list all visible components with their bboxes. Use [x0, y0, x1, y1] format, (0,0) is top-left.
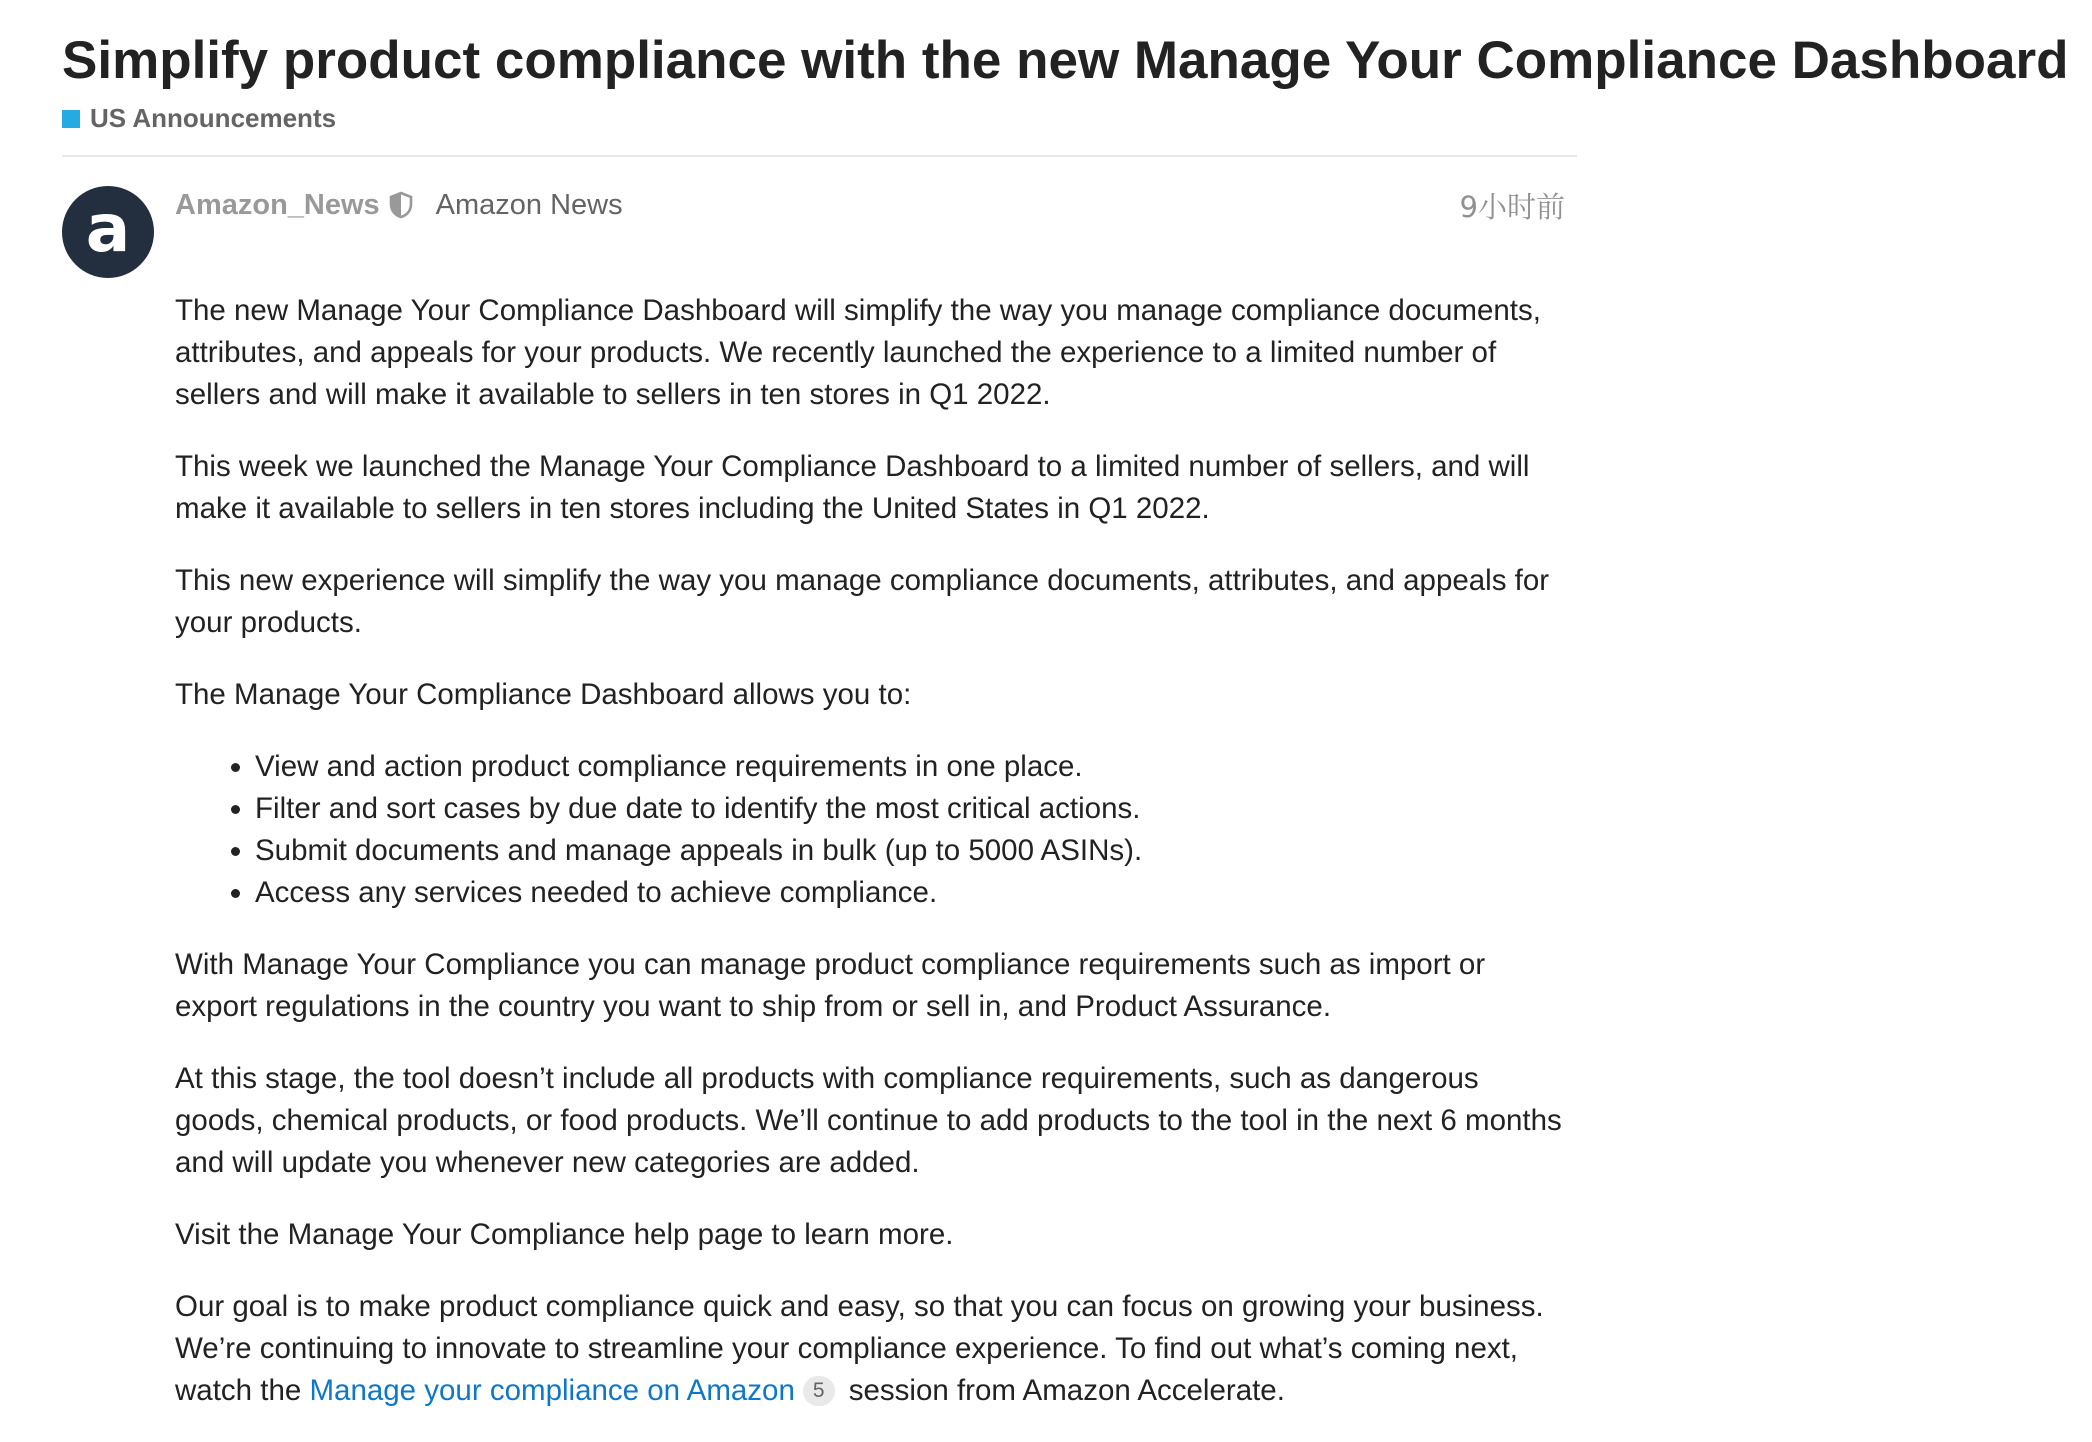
avatar[interactable]: [62, 186, 154, 278]
list-item: • Submit documents and manage appeals in bulk (up to 5000 ASINs).: [255, 830, 1565, 872]
shield-icon: [388, 191, 414, 219]
category-label: US Announcements: [90, 103, 337, 133]
post-paragraph: This new experience will simplify the way you manage compliance documents, attributes, and appeals for your products.: [175, 564, 1550, 639]
post-paragraph: The Manage Your Compliance Dashboard allows you to:: [175, 678, 912, 711]
link-click-count: 5: [803, 1376, 835, 1406]
post-paragraph: This week we launched the Manage Your Compliance Dashboard to a limited number of sellers, and will make it available to sellers in ten stores including the United States in Q1 2022.: [175, 450, 1530, 525]
feature-list: [175, 746, 1565, 914]
post-paragraph: At this stage, the tool doesn’t include all products with compliance requirements, such as dangerous goods, chemical products, or food products. We’ll continue to add products to the tool in the next 6 months and will update you whenever new categories are added.: [175, 1062, 1562, 1179]
post-paragraph: The new Manage Your Compliance Dashboard will simplify the way you manage compliance documents, attributes, and appeals for your products. We recently launched the experience to a limited number of sellers and will make it available to sellers in ten stores in Q1 2022.: [175, 294, 1541, 411]
title-divider: [62, 155, 1577, 157]
final-paragraph-tail: session from Amazon Accelerate.: [840, 1374, 1285, 1407]
post-paragraph: Visit the Manage Your Compliance help page to learn more.: [175, 1218, 954, 1251]
user-full-name[interactable]: Amazon News: [435, 188, 623, 221]
list-item: • View and action product compliance requirements in one place.: [255, 746, 1565, 788]
final-paragraph: [175, 1286, 1565, 1412]
list-item: • Filter and sort cases by due date to identify the most critical actions.: [255, 788, 1565, 830]
category-color-square: [62, 110, 80, 128]
post-paragraph: With Manage Your Compliance you can manage product compliance requirements such as import or export regulations in the country you want to ship from or sell in, and Product Assurance.: [175, 948, 1486, 1023]
category-badge[interactable]: [62, 103, 336, 134]
topic-title: Simplify product compliance with the new Manage Your Compliance Dashboard: [62, 31, 2069, 90]
post-date[interactable]: 9小时前: [1459, 189, 1565, 224]
username-link[interactable]: Amazon_News: [175, 188, 380, 221]
post-body: [175, 290, 1565, 1442]
final-paragraph-text: Our goal is to make product compliance quick and easy, so that you can focus on growing your business. We’re continuing to innovate to streamline your compliance experience. To find out what’s coming next, watch the: [175, 1290, 1544, 1407]
accelerate-session-link[interactable]: Manage your compliance on Amazon: [309, 1374, 795, 1407]
list-item: • Access any services needed to achieve compliance.: [255, 872, 1565, 914]
post-meta: [175, 185, 1565, 225]
avatar-letter: a: [85, 190, 131, 267]
